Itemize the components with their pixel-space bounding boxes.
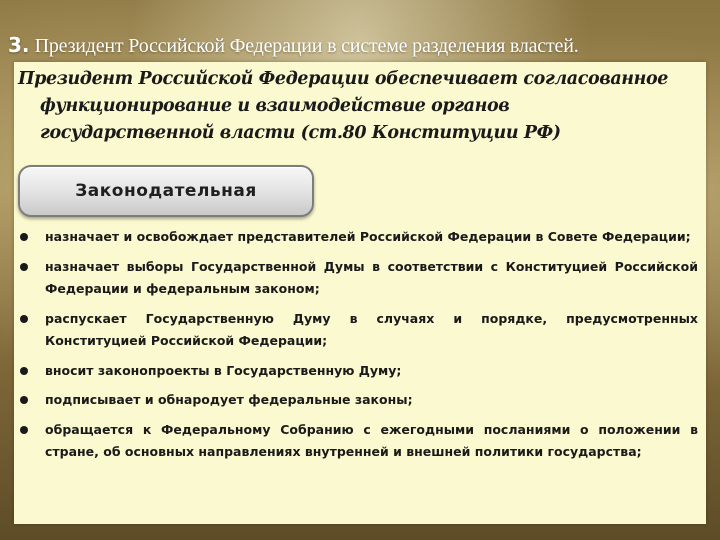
bullet-icon <box>20 263 28 271</box>
list-item <box>18 419 698 464</box>
slide-number: 3. <box>8 33 30 57</box>
list-item-text: распускает Государственную Думу в случаях и порядке, предусмотренных Конституцией Российской Федерации; <box>45 310 698 348</box>
bullet-icon <box>20 233 28 241</box>
heading-line-2: функционирование и взаимодействие органов <box>40 96 510 116</box>
bullet-icon <box>20 367 28 375</box>
list-item-text: вносит законопроекты в Государственную Думу; <box>45 362 402 378</box>
list-item-text: назначает и освобождает представителей Российской Федерации в Совете Федерации; <box>45 229 691 244</box>
legislative-tab-button[interactable]: Законодательная <box>18 165 314 217</box>
list-item <box>18 308 698 353</box>
list-item <box>18 256 698 301</box>
list-item <box>18 360 698 383</box>
list-item <box>18 226 698 249</box>
slide-title <box>8 33 718 61</box>
bullet-icon <box>20 315 28 323</box>
list-item <box>18 389 698 412</box>
slide-title-text: Президент Российской Федерации в системе разделения властей. <box>34 35 579 57</box>
heading-line-3: государственной власти (ст.80 Конституции РФ) <box>40 123 561 143</box>
list-item-text: обращается к Федеральному Собранию с ежегодными посланиями о положении в стране, об основных направлениях внутренней и внешней политики государства; <box>45 421 698 459</box>
list-item-text: назначает выборы Государственной Думы в соответствии с Конституцией Российской Федерации и федеральным законом; <box>45 258 698 296</box>
heading-line-1: Президент Российской Федерации обеспечивает согласованное <box>18 69 669 89</box>
list-item-text: подписывает и обнародует федеральные законы; <box>45 392 413 407</box>
content-heading <box>18 66 698 147</box>
powers-list <box>18 226 698 471</box>
bullet-icon <box>20 396 28 404</box>
bullet-icon <box>20 426 28 434</box>
